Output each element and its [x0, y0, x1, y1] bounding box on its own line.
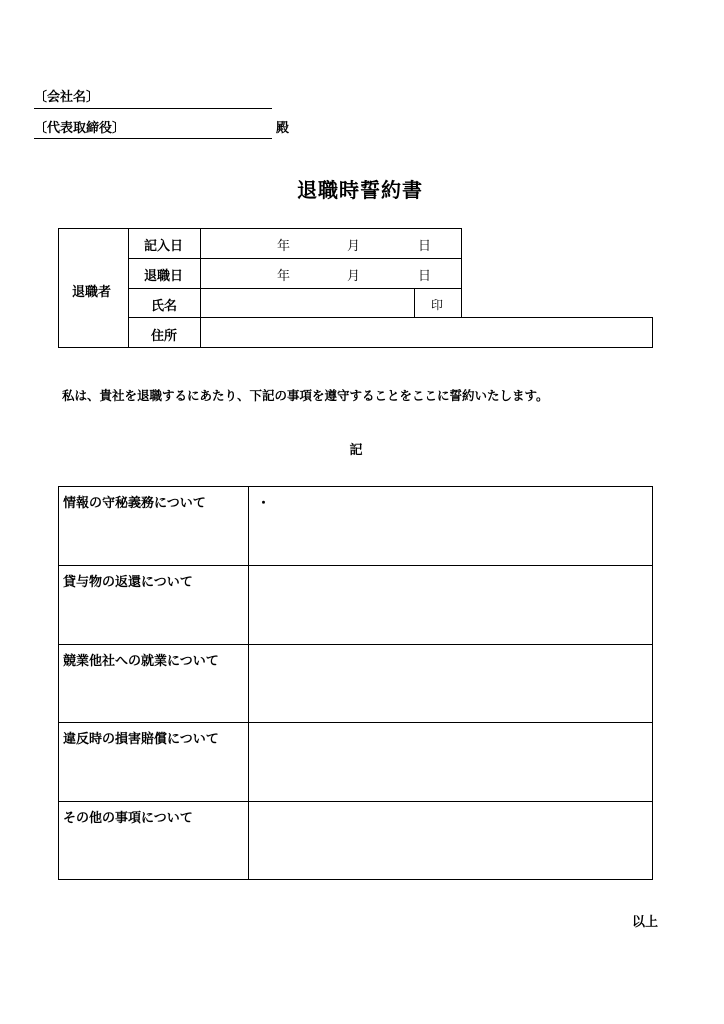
entry-date-label: 記入日	[144, 239, 184, 254]
retire-date-label: 退職日	[144, 269, 184, 284]
ki-heading: 記	[349, 443, 363, 458]
item-content-competitor-employment	[249, 645, 652, 722]
item-content-return-of-loaned-items	[249, 566, 652, 643]
representative-label: 〔代表取締役〕	[34, 121, 126, 136]
item-label-return-of-loaned-items: 貸与物の返還について	[59, 566, 249, 643]
pledge-statement: 私は、貴社を退職するにあたり、下記の事項を遵守することをここに誓約いたします。	[62, 388, 549, 403]
closing-text: 以上	[632, 915, 659, 930]
address-label: 住所	[151, 329, 178, 344]
company-name-line	[34, 108, 272, 109]
item-label-competitor-employment: 競業他社への就業について	[59, 645, 249, 722]
retire-month-unit: 月	[347, 269, 361, 284]
representative-line	[34, 138, 272, 139]
retire-year-unit: 年	[277, 269, 291, 284]
company-name-label: 〔会社名〕	[34, 90, 100, 105]
retiree-group-label: 退職者	[72, 285, 112, 300]
item-label-damages: 違反時の損害賠償について	[59, 723, 249, 800]
seal-mark: 印	[431, 298, 444, 312]
entry-month-unit: 月	[347, 239, 361, 254]
entry-day-unit: 日	[418, 239, 432, 254]
item-content-confidentiality: ・	[257, 496, 271, 511]
item-label-confidentiality: 情報の守秘義務について	[59, 487, 249, 565]
pledge-items-table	[58, 486, 653, 880]
document-title: 退職時誓約書	[297, 178, 423, 202]
retire-day-unit: 日	[418, 269, 432, 284]
table-row	[59, 644, 652, 722]
table-row	[59, 487, 652, 565]
item-content-damages	[249, 723, 652, 800]
name-label: 氏名	[151, 299, 178, 314]
item-label-other: その他の事項について	[59, 802, 249, 879]
item-content-other	[249, 802, 652, 879]
table-row	[59, 565, 652, 643]
entry-year-unit: 年	[277, 239, 291, 254]
table-row	[59, 801, 652, 879]
table-row	[59, 722, 652, 800]
honorific: 殿	[276, 121, 290, 136]
